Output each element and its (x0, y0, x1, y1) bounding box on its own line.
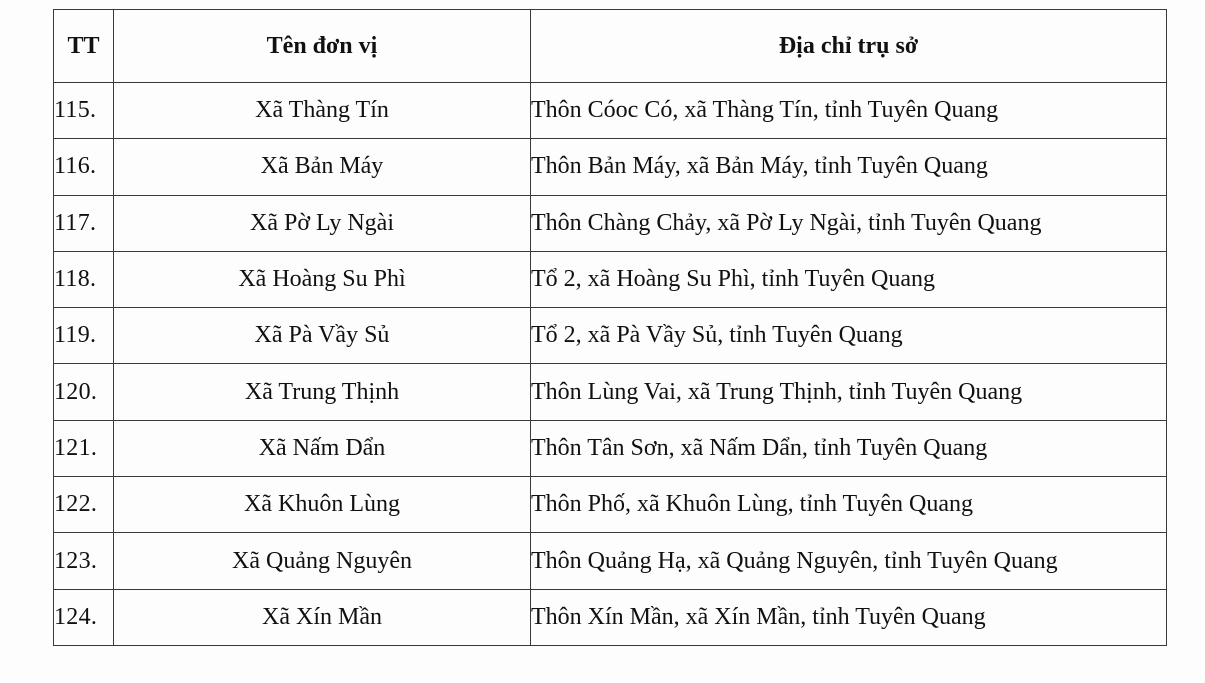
header-tt: TT (54, 10, 114, 83)
unit-address: Thôn Quảng Hạ, xã Quảng Nguyên, tỉnh Tuyên Quang (531, 533, 1167, 589)
row-number: 122. (54, 477, 114, 533)
table-body (54, 83, 1167, 646)
unit-address: Tổ 2, xã Hoàng Su Phì, tỉnh Tuyên Quang (531, 251, 1167, 307)
unit-name: Xã Nấm Dẩn (114, 420, 531, 476)
row-number: 123. (54, 533, 114, 589)
unit-name: Xã Khuôn Lùng (114, 477, 531, 533)
unit-address: Thôn Bản Máy, xã Bản Máy, tỉnh Tuyên Quang (531, 139, 1167, 195)
table-row (54, 589, 1167, 645)
table-row (54, 83, 1167, 139)
table-row (54, 139, 1167, 195)
unit-name: Xã Pà Vầy Sủ (114, 308, 531, 364)
unit-address: Thôn Cóoc Có, xã Thàng Tín, tỉnh Tuyên Quang (531, 83, 1167, 139)
row-number: 117. (54, 195, 114, 251)
table-row (54, 195, 1167, 251)
row-number: 118. (54, 251, 114, 307)
unit-address: Thôn Xín Mần, xã Xín Mần, tỉnh Tuyên Quang (531, 589, 1167, 645)
unit-name: Xã Hoàng Su Phì (114, 251, 531, 307)
header-address: Địa chỉ trụ sở (531, 10, 1167, 83)
row-number: 119. (54, 308, 114, 364)
header-row (54, 10, 1167, 83)
row-number: 124. (54, 589, 114, 645)
row-number: 120. (54, 364, 114, 420)
unit-address: Tổ 2, xã Pà Vầy Sủ, tỉnh Tuyên Quang (531, 308, 1167, 364)
administrative-units-table (53, 9, 1167, 646)
unit-name: Xã Quảng Nguyên (114, 533, 531, 589)
unit-name: Xã Trung Thịnh (114, 364, 531, 420)
unit-address: Thôn Tân Sơn, xã Nấm Dẩn, tỉnh Tuyên Quang (531, 420, 1167, 476)
row-number: 116. (54, 139, 114, 195)
table-row (54, 364, 1167, 420)
header-unit-name: Tên đơn vị (114, 10, 531, 83)
unit-name: Xã Bản Máy (114, 139, 531, 195)
table-row (54, 420, 1167, 476)
unit-address: Thôn Phố, xã Khuôn Lùng, tỉnh Tuyên Quang (531, 477, 1167, 533)
table-row (54, 251, 1167, 307)
unit-name: Xã Pờ Ly Ngài (114, 195, 531, 251)
unit-address: Thôn Lùng Vai, xã Trung Thịnh, tỉnh Tuyên Quang (531, 364, 1167, 420)
table-row (54, 308, 1167, 364)
row-number: 115. (54, 83, 114, 139)
unit-address: Thôn Chàng Chảy, xã Pờ Ly Ngài, tỉnh Tuyên Quang (531, 195, 1167, 251)
row-number: 121. (54, 420, 114, 476)
table-row (54, 533, 1167, 589)
table-header (54, 10, 1167, 83)
unit-name: Xã Xín Mần (114, 589, 531, 645)
table-row (54, 477, 1167, 533)
unit-name: Xã Thàng Tín (114, 83, 531, 139)
